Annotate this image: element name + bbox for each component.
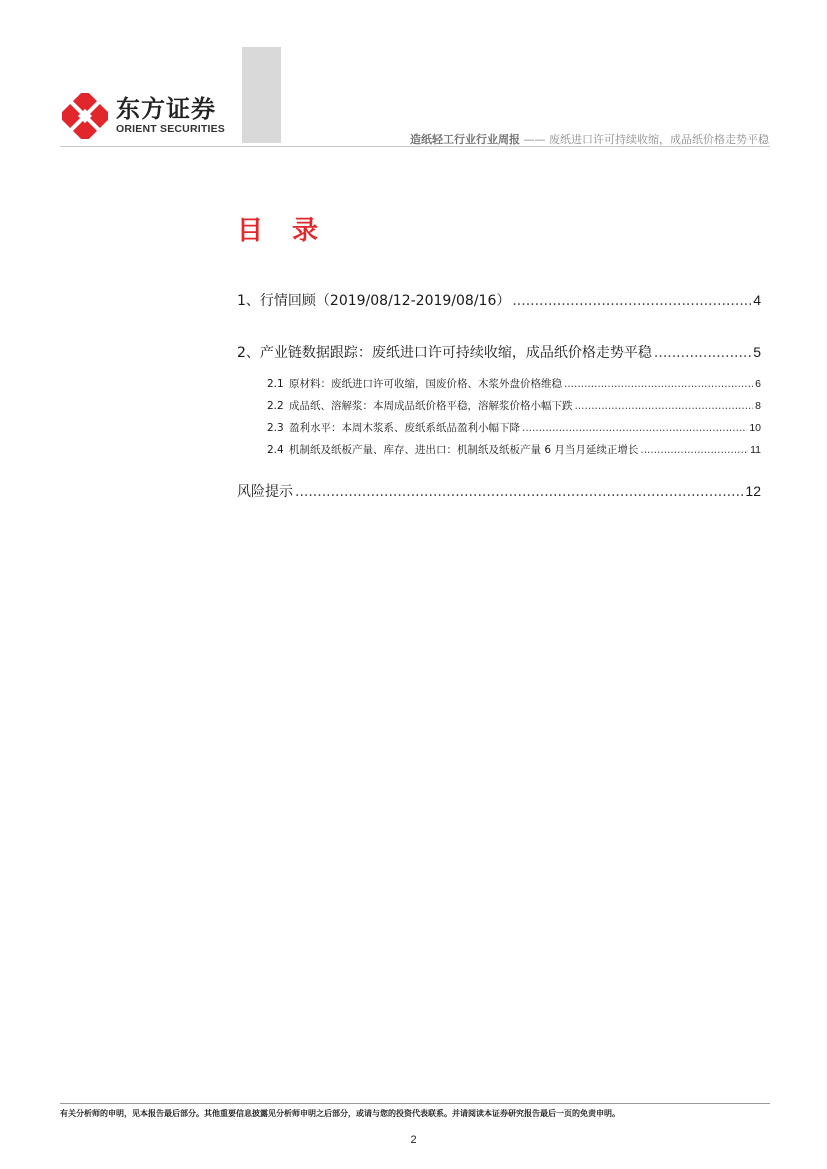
toc-entry-number: 2.3	[267, 422, 284, 434]
toc-entry-label: 行情回顾（2019/08/12-2019/08/16）	[259, 293, 511, 309]
toc-entry-page: 4	[753, 292, 761, 308]
toc-entry-label: 原材料：废纸进口许可收缩，国废价格、木浆外盘价格维稳	[289, 378, 562, 390]
toc-subentry[interactable]	[267, 420, 761, 435]
report-subtitle: 废纸进口许可持续收缩，成品纸价格走势平稳	[549, 133, 769, 146]
toc-entry-number: 2.1	[267, 378, 284, 390]
toc-entry-label: 成品纸、溶解浆：本周成品纸价格平稳，溶解浆价格小幅下跌	[289, 400, 573, 412]
toc-entry-page: 5	[753, 344, 761, 360]
toc-entry-label: 风险提示	[237, 484, 293, 500]
page-number: 2	[410, 1134, 417, 1146]
toc-entry-label: 机制纸及纸板产量、库存、进出口：机制纸及纸板产量 6 月当月延续正增长	[289, 444, 639, 456]
toc-entry[interactable]	[237, 342, 761, 362]
toc-subentry[interactable]	[267, 442, 761, 457]
toc-entry-number: 1、	[237, 293, 260, 309]
toc-heading: 目 录	[237, 216, 329, 246]
orient-logo-icon	[62, 93, 108, 139]
footer-divider	[60, 1103, 770, 1104]
toc-entry-page: 8	[755, 400, 761, 412]
toc-entry-number: 2.2	[267, 400, 284, 412]
toc-leader-dots	[640, 444, 748, 456]
toc-entry-number: 2.4	[267, 444, 284, 456]
toc-leader-dots	[295, 484, 743, 500]
toc-entry-number: 2、	[237, 345, 260, 361]
toc-leader-dots	[512, 293, 751, 309]
header-divider	[60, 146, 770, 147]
toc-leader-dots	[654, 345, 751, 361]
toc-entry-page: 6	[755, 378, 761, 390]
toc-entry-page: 12	[745, 483, 761, 499]
toc-entry-label: 产业链数据跟踪：废纸进口许可持续收缩，成品纸价格走势平稳	[259, 345, 652, 361]
logo-english-name: ORIENT SECURITIES	[116, 123, 225, 135]
toc-subentry[interactable]	[267, 376, 761, 391]
header-decor-bar	[242, 47, 281, 143]
toc-entry[interactable]	[237, 290, 761, 310]
company-logo	[62, 93, 225, 139]
report-title: 造纸轻工行业行业周报	[410, 133, 520, 146]
toc-entry-page: 11	[750, 444, 761, 456]
toc-leader-dots	[575, 400, 754, 412]
toc-subentry[interactable]	[267, 398, 761, 413]
footer-disclaimer: 有关分析师的申明，见本报告最后部分。其他重要信息披露见分析师申明之后部分，或请与您的投资代表联系。并请阅读本证券研究报告最后一页的免责申明。	[60, 1109, 620, 1118]
toc-entry-page: 10	[749, 422, 761, 434]
toc-entry-label: 盈利水平：本周木浆系、废纸系纸品盈利小幅下降	[289, 422, 520, 434]
title-separator: ——	[520, 133, 549, 146]
toc-leader-dots	[522, 422, 747, 434]
toc-leader-dots	[564, 378, 753, 390]
logo-chinese-name: 东方证券	[116, 95, 216, 123]
toc-entry[interactable]	[237, 481, 761, 501]
report-header-title	[410, 131, 769, 147]
